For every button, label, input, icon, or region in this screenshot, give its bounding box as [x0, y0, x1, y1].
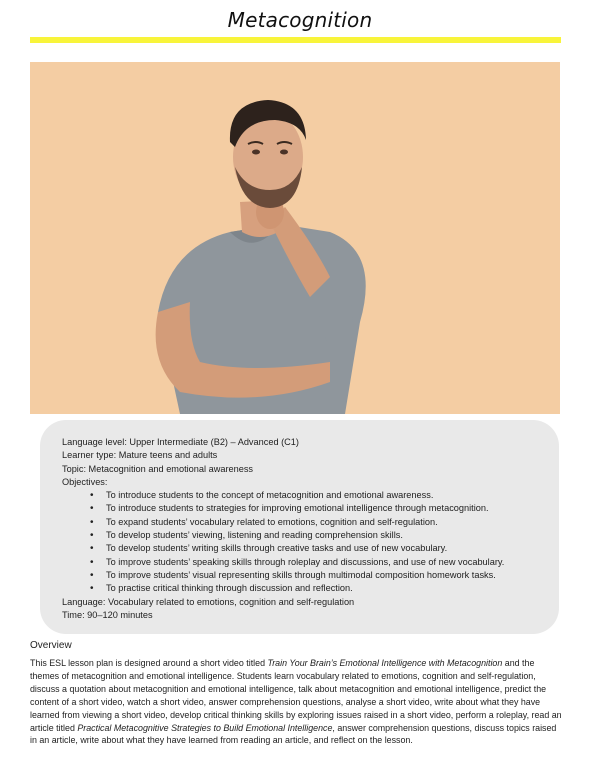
- language-level-label: Language level: [62, 437, 125, 447]
- objective-item: • To introduce students to strategies for improving emotional intelligence through metacognition.: [90, 502, 539, 515]
- objective-item: • To introduce students to the concept of metacognition and emotional awareness.: [90, 489, 539, 502]
- objective-item: • To improve students’ visual representing skills through multimodal composition homework tasks.: [90, 569, 539, 582]
- overview-heading: Overview: [30, 640, 72, 651]
- video-title: Train Your Brain’s Emotional Intelligence with Metacognition: [267, 658, 503, 668]
- objectives-colon: :: [104, 476, 108, 487]
- language-level-value: : Upper Intermediate (B2) – Advanced (C1): [124, 437, 299, 447]
- article-title: Practical Metacognitive Strategies to Build Emotional Intelligence: [77, 722, 333, 733]
- topic-label: Topic: [62, 463, 84, 474]
- objective-item: • To improve students’ speaking skills through roleplay and discussions, and use of new vocabulary.: [90, 556, 539, 569]
- page-title: Metacognition: [227, 8, 373, 32]
- objective-item: • To develop students’ writing skills through creative tasks and use of new vocabulary.: [90, 542, 539, 555]
- overview-text-part-1: This ESL lesson plan is designed around a short video titled: [30, 658, 268, 668]
- learner-type-label: Learner type: [62, 450, 114, 461]
- overview-paragraph: [30, 657, 562, 747]
- learner-type-row: [62, 449, 539, 462]
- time-label: Time: [62, 609, 83, 620]
- objective-item: • To expand students’ vocabulary related to emotions, cognition and self-regulation.: [90, 516, 539, 529]
- language-level-row: [62, 436, 539, 449]
- hero-photo: [30, 62, 560, 414]
- language-row: [62, 596, 539, 609]
- topic-value: : Metacognition and emotional awareness: [83, 463, 254, 474]
- time-row: [62, 609, 539, 622]
- overview-text-part-2: and the themes of metacognition and emotional intelligence. Students learn vocabulary related to emotions, cognition and self-regulation, discuss a quotation about metacognition and emotional intelligence, talk about metacognition and emotional intelligence, predict the content of a short video, watch a short video, answer comprehension questions, analyse a short video, write about what they have learned from viewing a short video, develop critical thinking skills by exploring issues raised in a short video, perform a roleplay, read an article titled: [30, 658, 562, 733]
- language-value: : Vocabulary related to emotions, cognition and self-regulation: [102, 596, 355, 607]
- title-underline-bar: [30, 37, 561, 43]
- objective-item: • To develop students’ viewing, listening and reading comprehension skills.: [90, 529, 539, 542]
- objectives-list: [90, 489, 539, 595]
- objectives-heading: [62, 476, 539, 489]
- learner-type-value: : Mature teens and adults: [113, 450, 218, 461]
- overview-text-part-3: , answer comprehension questions, discuss topics raised in an article, write about what they have learned from reading an article, and reflect on the lesson.: [30, 722, 557, 746]
- topic-row: [62, 463, 539, 476]
- time-value: : 90–120 minutes: [82, 609, 153, 620]
- objective-item: • To practise critical thinking through discussion and reflection.: [90, 582, 539, 595]
- thinking-man-illustration: [30, 62, 560, 414]
- language-label: Language: [62, 596, 103, 607]
- objectives-label: Objectives: [62, 476, 105, 487]
- lesson-info-box: [40, 420, 559, 634]
